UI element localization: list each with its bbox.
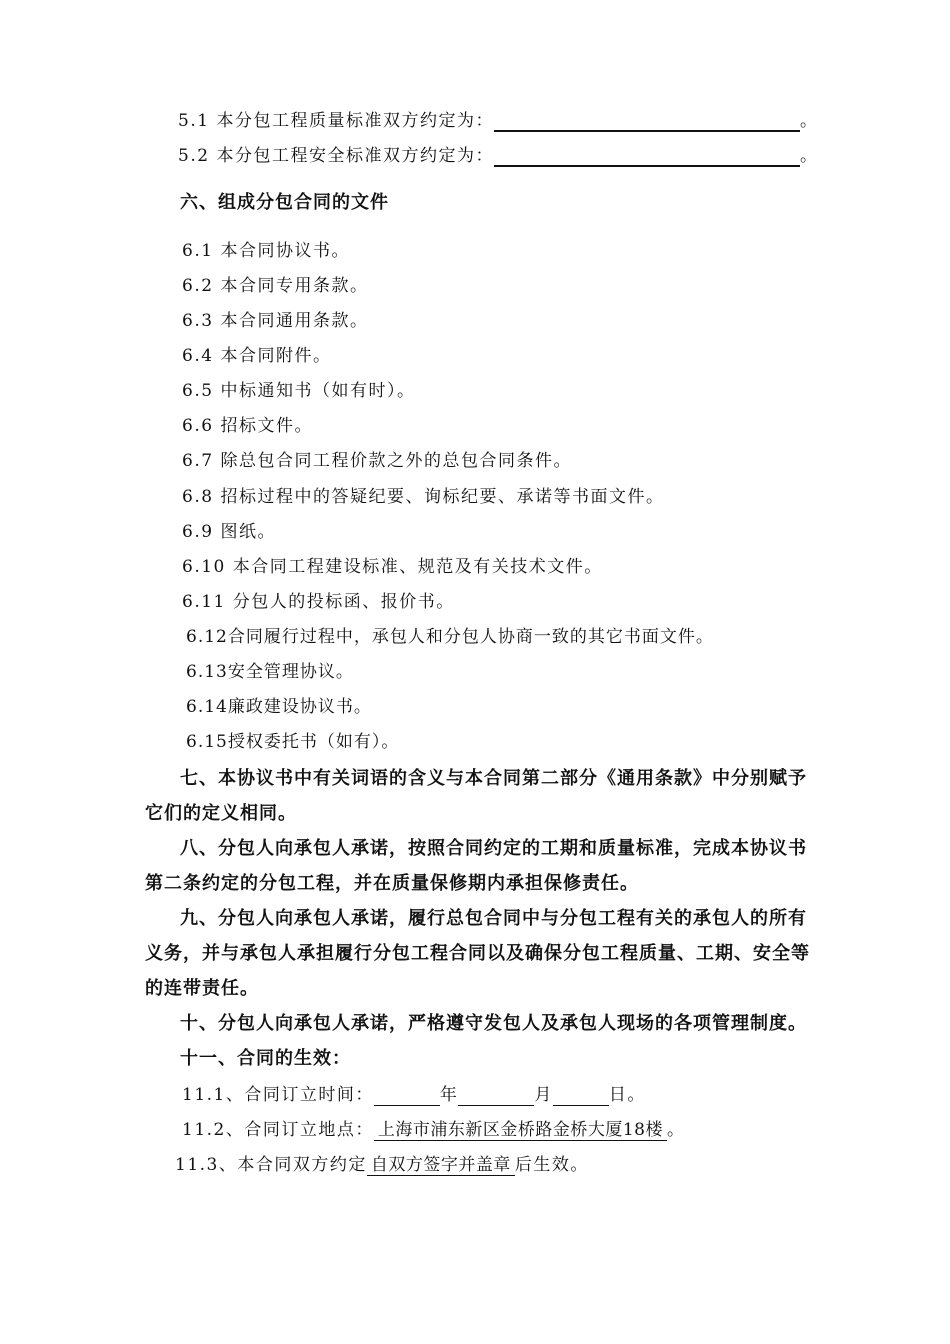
clause-11-1 xyxy=(182,1084,646,1106)
doc-item-6-15: 6.15授权委托书（如有）。 xyxy=(186,732,400,752)
doc-item-6-8: 6.8 招标过程中的答疑纪要、询标纪要、承诺等书面文件。 xyxy=(182,487,665,507)
clause-5-2-label: 5.2 本分包工程安全标准双方约定为： xyxy=(178,146,494,166)
doc-item-6-12: 6.12合同履行过程中，承包人和分包人协商一致的其它书面文件。 xyxy=(186,627,714,647)
clause-5-1 xyxy=(178,110,818,132)
clause-5-1-end: 。 xyxy=(799,111,819,131)
clause-11-2-label: 11.2、合同订立地点： xyxy=(182,1120,374,1140)
clause-11-3-label: 11.3、本合同双方约定 xyxy=(175,1155,367,1175)
year-blank xyxy=(374,1087,440,1106)
effective-condition-value: 自双方签字并盖章 xyxy=(367,1155,515,1176)
doc-item-6-6: 6.6 招标文件。 xyxy=(182,416,313,436)
doc-item-6-3: 6.3 本合同通用条款。 xyxy=(182,311,369,331)
section-11-heading: 十一、合同的生效： xyxy=(180,1048,351,1069)
section-7-line-2: 它们的定义相同。 xyxy=(145,803,297,824)
doc-item-6-7: 6.7 除总包合同工程价款之外的总包合同条件。 xyxy=(182,451,572,471)
clause-11-2-end: 。 xyxy=(667,1120,686,1140)
clause-11-2 xyxy=(182,1119,686,1141)
section-9-line-1: 九、分包人向承包人承诺，履行总包合同中与分包工程有关的承包人的所有 xyxy=(180,908,807,929)
year-label: 年 xyxy=(439,1085,459,1105)
section-8-line-1: 八、分包人向承包人承诺，按照合同约定的工期和质量标准，完成本协议书 xyxy=(180,838,807,859)
doc-item-6-9: 6.9 图纸。 xyxy=(182,522,276,542)
section-8-line-2: 第二条约定的分包工程，并在质量保修期内承担保修责任。 xyxy=(145,873,639,894)
safety-standard-blank xyxy=(494,147,800,167)
month-blank xyxy=(458,1087,534,1106)
day-label: 日。 xyxy=(608,1085,646,1105)
section-6-heading: 六、组成分包合同的文件 xyxy=(180,192,389,213)
clause-11-3-end: 后生效。 xyxy=(514,1155,589,1175)
doc-item-6-4: 6.4 本合同附件。 xyxy=(182,346,332,366)
day-blank xyxy=(553,1087,609,1106)
doc-item-6-1: 6.1 本合同协议书。 xyxy=(182,241,350,261)
quality-standard-blank xyxy=(494,112,800,132)
section-9-line-3: 的连带责任。 xyxy=(145,978,259,999)
clause-11-3 xyxy=(175,1154,589,1176)
section-7-line-1: 七、本协议书中有关词语的含义与本合同第二部分《通用条款》中分别赋予 xyxy=(180,768,807,789)
clause-5-2 xyxy=(178,145,818,167)
doc-item-6-5: 6.5 中标通知书（如有时）。 xyxy=(182,381,416,401)
clause-5-1-label: 5.1 本分包工程质量标准双方约定为： xyxy=(178,111,494,131)
doc-item-6-13: 6.13安全管理协议。 xyxy=(186,662,354,682)
doc-item-6-10: 6.10 本合同工程建设标准、规范及有关技术文件。 xyxy=(182,557,603,577)
doc-item-6-14: 6.14廉政建设协议书。 xyxy=(186,697,372,717)
doc-item-6-2: 6.2 本合同专用条款。 xyxy=(182,276,369,296)
contract-location-value: 上海市浦东新区金桥路金桥大厦18楼 xyxy=(374,1120,667,1141)
clause-5-2-end: 。 xyxy=(799,146,819,166)
clause-11-1-label: 11.1、合同订立时间： xyxy=(182,1085,374,1105)
doc-item-6-11: 6.11 分包人的投标函、报价书。 xyxy=(182,592,455,612)
section-9-line-2: 义务，并与承包人承担履行分包工程合同以及确保分包工程质量、工期、安全等 xyxy=(145,943,810,964)
month-label: 月 xyxy=(534,1085,553,1105)
section-10-line-1: 十、分包人向承包人承诺，严格遵守发包人及承包人现场的各项管理制度。 xyxy=(180,1013,807,1034)
